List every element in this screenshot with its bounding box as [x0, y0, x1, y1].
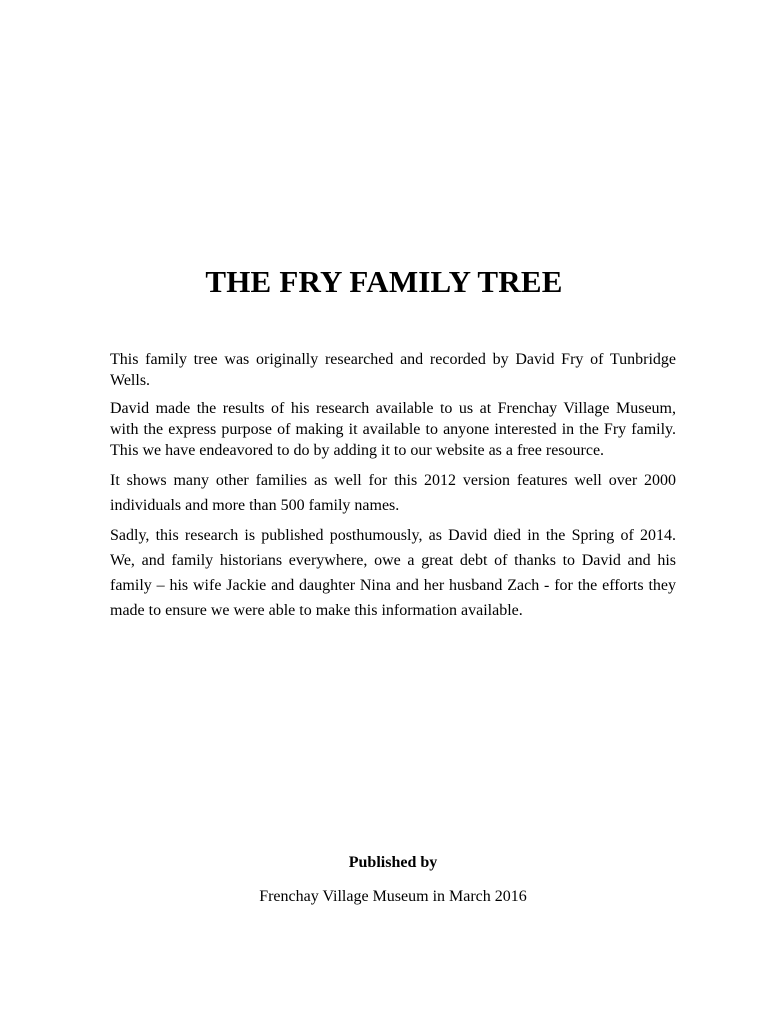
page-title: THE FRY FAMILY TREE	[205, 264, 563, 299]
paragraph-posthumous: Sadly, this research is published posthumously, as David died in the Spring of 2014. We, and family historians everywhere, owe a great debt of thanks to David and his family – his wife Jackie and daughter Nina and her husband Zach - for the efforts they made to ensure we were able to make this information available.	[110, 527, 676, 619]
paragraph-intro: This family tree was originally researched and recorded by David Fry of Tunbridge Wells.	[110, 351, 676, 389]
publisher-line: Frenchay Village Museum in March 2016	[259, 888, 527, 905]
publication-info	[0, 851, 768, 909]
paragraph-research: David made the results of his research available to us at Frenchay Village Museum, with the express purpose of making it available to anyone interested in the Fry family. This we have endeavored to do by adding it to our website as a free resource.	[110, 400, 676, 459]
paragraph-families: It shows many other families as well for this 2012 version features well over 2000 individuals and more than 500 family names.	[110, 472, 676, 514]
body-text	[110, 349, 676, 628]
published-by-label: Published by	[348, 854, 438, 871]
